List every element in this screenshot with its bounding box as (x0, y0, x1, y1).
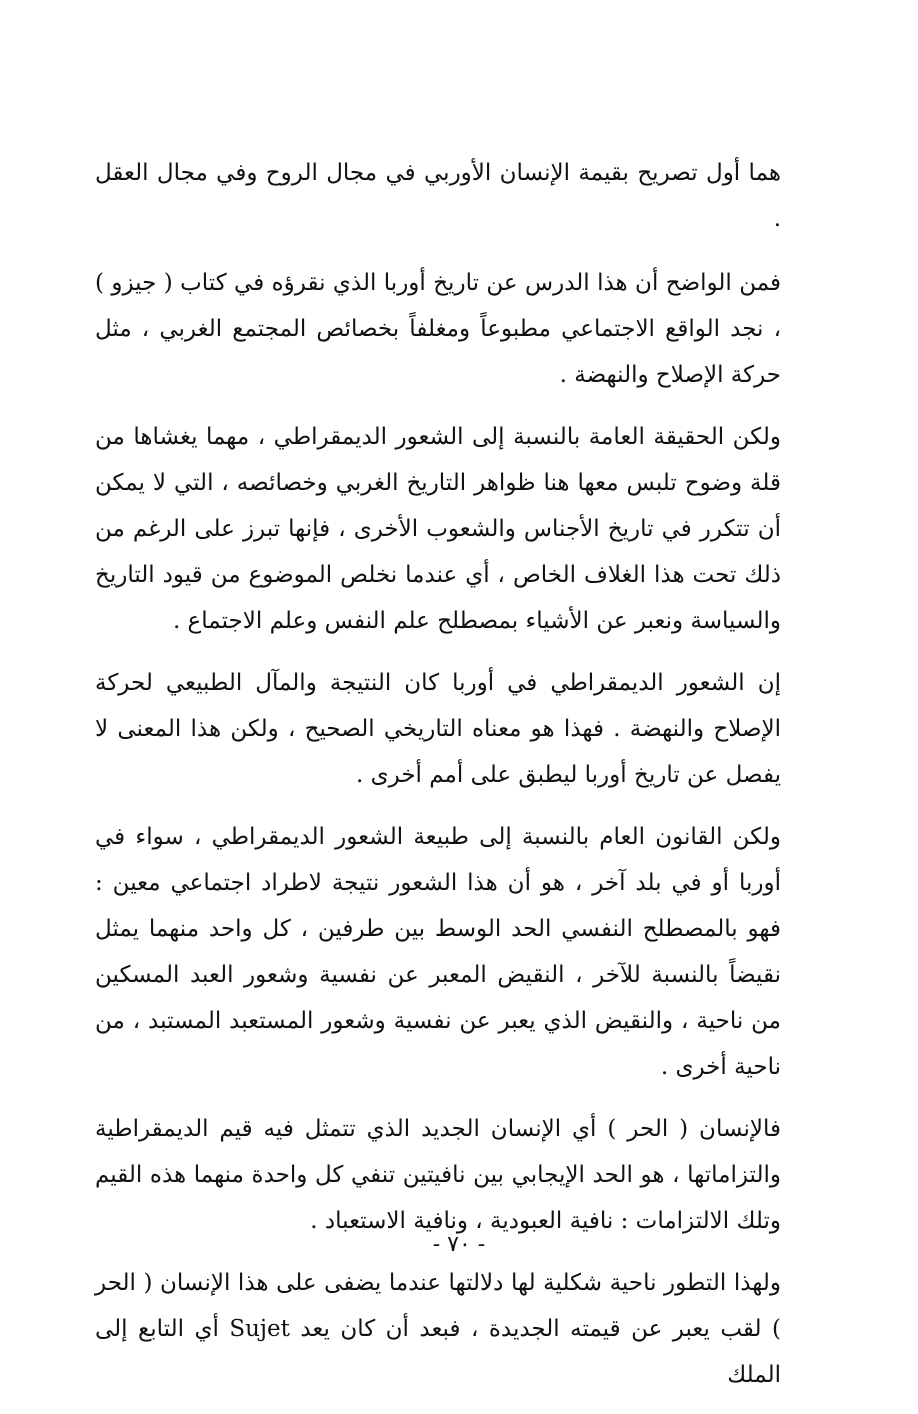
page-number: - ٧٠ - (432, 1232, 486, 1257)
paragraph-general-law: ولكن القانون العام بالنسبة إلى طبيعة الشعور الديمقراطي ، سواء في أوربا أو في بلد آخر ، هو أن هذا الشعور نتيجة لاطراد اجتماعي معين : فهو بالمصطلح النفسي الحد الوسط بين طرفين ، كل واحد منهما يمثل نقيضاً بالنسبة للآخر ، النقيض المعبر عن نفسية وشعور العبد المسكين من ناحية ، والنقيض الذي يعبر عن نفسية وشعور المستعبد المستبد ، من ناحية أخرى . (95, 824, 781, 1080)
paragraph-continuation: هما أول تصريح بقيمة الإنسان الأوربي في مجال الروح وفي مجال العقل . (95, 160, 781, 232)
body-text (95, 150, 781, 1414)
paragraph-general-truth: ولكن الحقيقة العامة بالنسبة إلى الشعور الديمقراطي ، مهما يغشاها من قلة وضوح تلبس معها هنا ظواهر التاريخ الغربي وخصائصه ، التي لا يمكن أن تتكرر في تاريخ الأجناس والشعوب الأخرى ، فإنها تبرز على الرغم من ذلك تحت هذا الغلاف الخاص ، أي عندما نخلص الموضوع من قيود التاريخ والسياسة ونعبر عن الأشياء بمصطلح علم النفس وعلم الاجتماع . (95, 424, 781, 634)
paragraph-free-man: فالإنسان ( الحر ) أي الإنسان الجديد الذي تتمثل فيه قيم الديمقراطية والتزاماتها ، هو الحد الإيجابي بين نافيتين تنفي كل واحدة منهما هذه القيم وتلك الالتزامات : نافية العبودية ، ونافية الاستعباد . (95, 1116, 781, 1234)
paragraph-guizot-history: فمن الواضح أن هذا الدرس عن تاريخ أوربا الذي نقرؤه في كتاب ( جيزو ) ، نجد الواقع الاجتماعي مطبوعاً ومغلفاً بخصائص المجتمع الغربي ، مثل حركة الإصلاح والنهضة . (95, 270, 781, 388)
paragraph-democratic-feeling: إن الشعور الديمقراطي في أوربا كان النتيجة والمآل الطبيعي لحركة الإصلاح والنهضة . فهذا هو معناه التاريخي الصحيح ، ولكن هذا المعنى لا يفصل عن تاريخ أوربا ليطبق على أمم أخرى . (95, 670, 781, 788)
paragraph-formal-aspect: ولهذا التطور ناحية شكلية لها دلالتها عندما يضفى على هذا الإنسان ( الحر ) لقب يعبر عن قيمته الجديدة ، فبعد أن كان يعد Sujet أي التابع إلى الملك (95, 1270, 781, 1388)
